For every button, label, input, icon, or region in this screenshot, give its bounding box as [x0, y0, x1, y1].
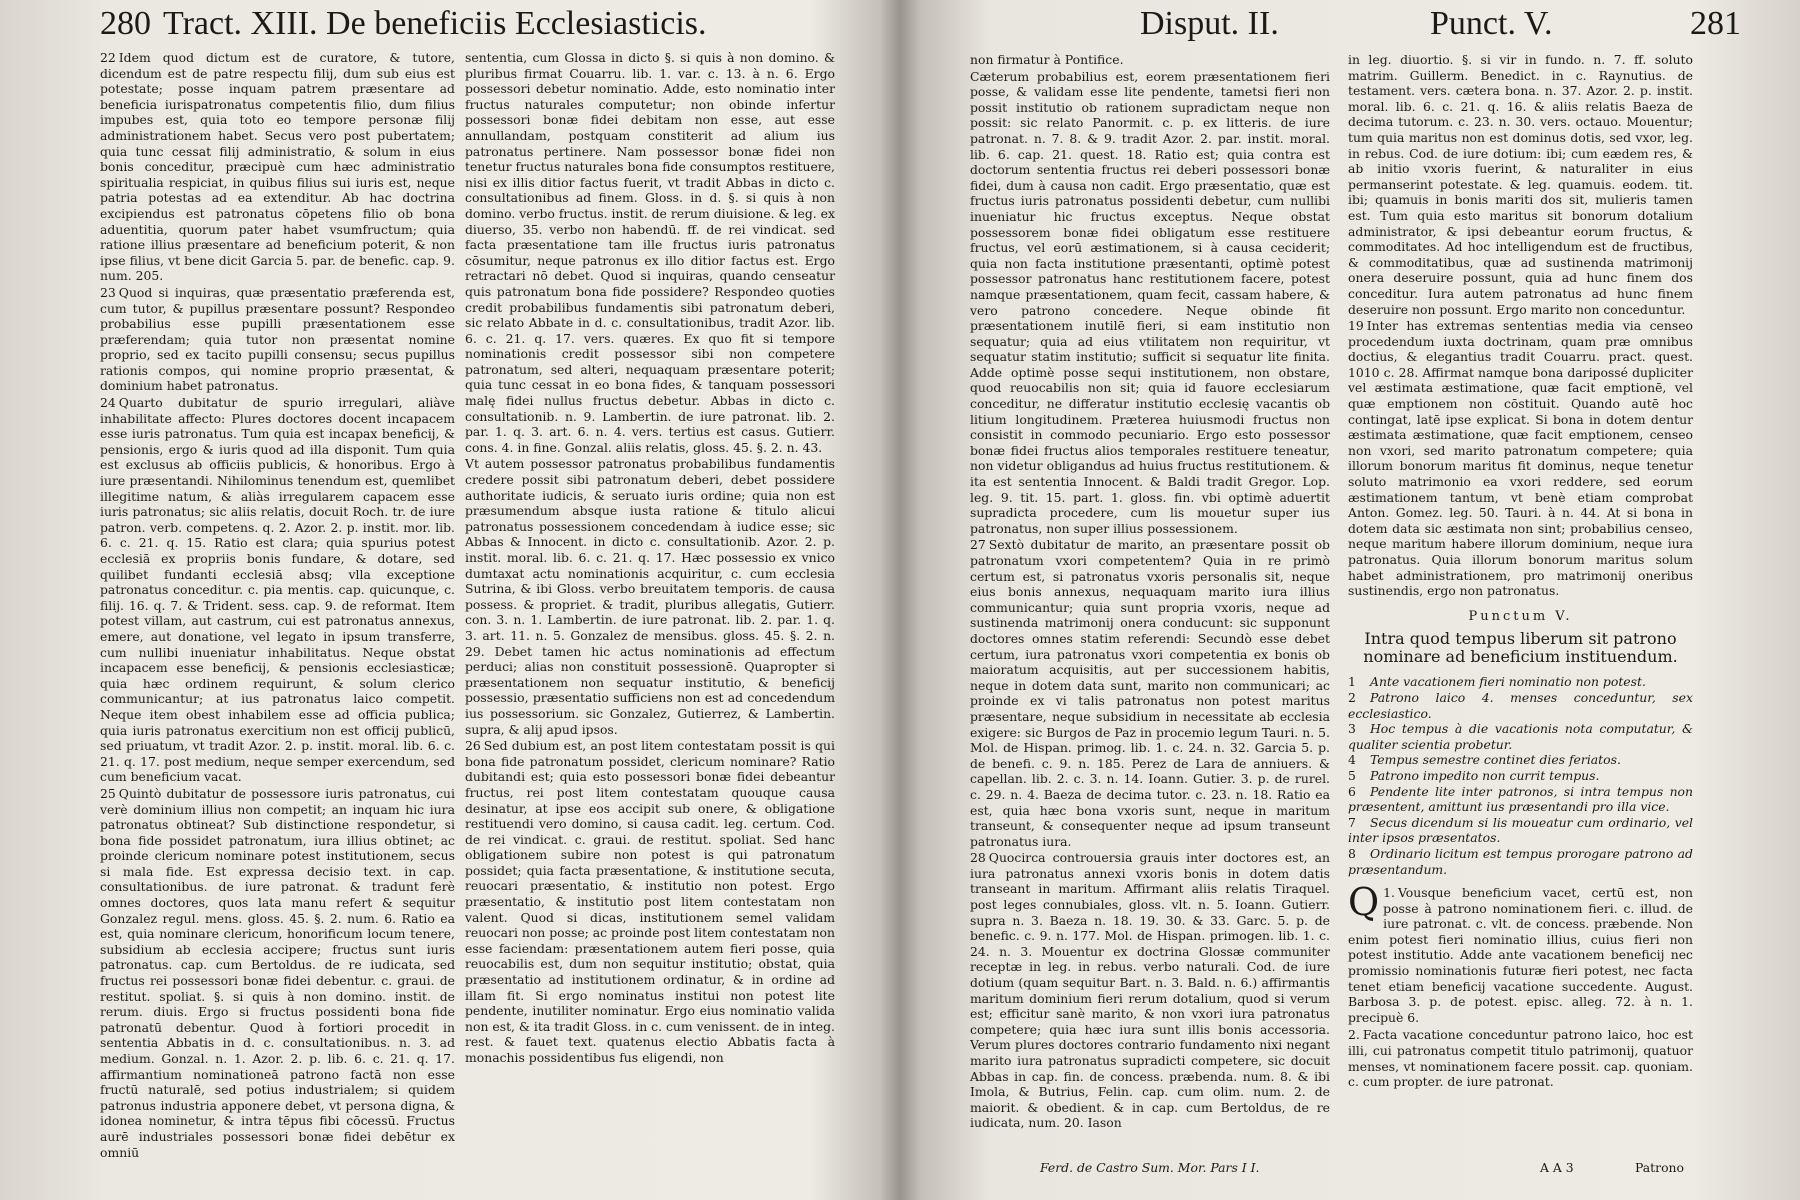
text-paragraph — [970, 537, 1330, 849]
left-running-head — [100, 4, 707, 44]
left-column-2 — [465, 50, 835, 1067]
text-paragraph — [1348, 52, 1693, 317]
paragraph-1-number: 1. — [1383, 885, 1395, 901]
paragraph-number: 23 — [100, 284, 116, 300]
punctum-title: Punctum V. — [1468, 608, 1573, 624]
paragraph-text: in leg. diuortio. §. si vir in fundo. n. 7. ff. soluto matrim. Guillerm. Benedict. in c. Raynutius. de testament. vers. cætera bona. n. 37. Azor. 2. p. instit. moral. lib. 6. c. 21. q. 16. & aliis relatis Baeza de decima tutorum. c. 23. n. 30. vers. octauo. Mouentur; tum quia maritus non est dominus dotis, sed vxor, leg. in rebus. Cod. de iure dotium: ibi; cum eædem res, & ab initio vxoris fuerint, & naturaliter in eius permanserint potestate. & leg. quamuis. eodem. tit. ibi; quamuis in bonis mariti dos sit, mulieris tamen est. Tum quia esto maritus sit bonorum dotalium administrator, & ipsi debeantur eorum fructus, & commoditates. Ad hoc intelligendum est de fructibus, & commoditatibus, quæ ad sustinenda matrimonij onera deseruire possunt, quia ad hunc finem dos conceditur. Iura autem patronatus ad hunc finem deseruire non possunt. Ergo marito non conceduntur. — [1348, 52, 1693, 317]
summary-text: Hoc tempus à die vacationis nota computatur, & qualiter scientia probetur. — [1348, 721, 1693, 752]
text-paragraph — [465, 456, 835, 737]
left-page-number: 280 — [100, 5, 151, 42]
summary-number: 1 — [1348, 674, 1356, 690]
paragraph-text: Quarto dubitatur de spurio irregulari, aliàve inhabilitate affecto: Plures doctores docent incapacem esse iuris patronatus. Tum quia est incapax beneficij, & pensionis, ergo & iuris quod ad illa disponit. Tum quia est exclusus ab officiis publicis, & honoribus. Ergo à iure præsentandi. Nihilominus tenendum est, quemlibet illegitime natum, & aliàs irregularem capacem esse iuris patronatus; sic aliis relatis, docuit Roch. tr. de iure patron. verb. competens. q. 2. Azor. 2. p. instit. mor. lib. 6. c. 21. q. 15. Ratio est clara; quia spurius potest ecclesiā ex propriis bonis fundare, & dotare, sed quilibet fundanti ecclesiā absq; vlla exceptione patronatus conceditur. c. pia mentis. cap. quicunque, c. filij. 16. q. 7. & Trident. sess. cap. 9. de reformat. Item potest villam, aut castrum, cui est patronatus annexus, emere, aut donatione, vel legato in ipsum transferre, cum nullibi inueniatur inhabilitatus. Neque obstat incapacem esse beneficij, & pensionis ecclesiasticæ; quia hæc ordinem requirunt, & solum clerico communicantur; at ius patronatus laico competit. Neque item obest inhabilem esse ad officia publica; quia iuris patronatus exercitium non est officij publicū, sed priuatum, vt tradit Azor. 2. p. instit. moral. lib. 6. c. 21. q. 17. post medium, neque semper exercendum, sed cum beneficium vacat. — [100, 395, 455, 785]
summary-item — [1348, 674, 1693, 690]
text-paragraph — [970, 69, 1330, 537]
paragraph-2 — [1348, 1027, 1693, 1089]
paragraph-number: 28 — [970, 850, 986, 866]
paragraph-2-text: Facta vacatione conceduntur patrono laico, hoc est illi, cui patronatus competit titulo patrimonij, quatuor menses, vt nominationem facere possit. cap. quoniam. c. cum propter. de iure patronat. — [1348, 1027, 1693, 1090]
right-page — [900, 0, 1800, 1200]
text-paragraph — [100, 786, 455, 1160]
paragraph-text: sententia, cum Glossa in dicto §. si quis à non domino. & pluribus firmat Couarru. lib. 1. var. c. 13. à n. 6. Ergo possessori debetur nominatio. Adde, esto nominatio inter fructus naturales computetur; non obinde infertur possessori bonæ fidei debitam non esse, aut esse annullandam, postquam constiterit ad alium ius patronatus pertinere. Nam possessor bonæ fidei non tenetur fructus naturales bona fide consumptos restituere, nisi ex illis ditior factus fuerit, vt tradit Abbas in dicto c. consultationibus ad finem. Gloss. in d. §. si quis à non domino. verbo fructus. instit. de rerum diuisione. & leg. ex diuerso, 35. verbo non habendū. ff. de rei vindicat. sed facta præsentatione tam ille fructus iuris patronatus cōsumitur, neque patronus ex illo ditior factus est. Ergo retractari nō debet. Quod si inquiras, quando censeatur quis patronatum bona fide possidere? Respondeo quoties credit probabilibus fundamentis sibi patronatum deberi, sic relato Abbate in d. c. consultationibus, tradit Azor. lib. 6. c. 21. q. 17. vers. quæres. Ex quo fit si tempore nominationis credit possessor sibi non competere patronatum, sed alteri, nequaquam præsentare poterit; quia tunc cessat in eo bona fides, & tanquam possessori malę fidei nullus fructus debetur. Abbas in dicto c. consultationib. n. 9. Lambertin. de iure patronat. lib. 2. par. 1. q. 3. art. 6. n. 4. vers. tertius est casus. Gutierr. cons. 4. in fine. Gonzal. aliis relatis, gloss. 45. §. 2. n. 43. — [465, 50, 835, 455]
paragraph-number: 22 — [100, 50, 116, 65]
summary-number: 4 — [1348, 752, 1356, 768]
summary-text: Patrono impedito non currit tempus. — [1370, 767, 1600, 783]
catchword: Patrono — [1635, 1160, 1684, 1175]
summary-number: 8 — [1348, 845, 1356, 861]
summary-text: Ante vacationem fieri nominatio non potest. — [1370, 674, 1646, 690]
right-col2-paragraphs — [1348, 52, 1693, 599]
paragraph-text: Idem quod dictum est de curatore, & tutore, dicendum est de patre respectu filij, dum sub eius est potestate; posse inquam patrem præsentare ad beneficia iurispatronatus competentis filio, dum filius impubes est, quia toto eo tempore personæ filij administrationem habet. Secus vero post pubertatem; quia tunc cessat filij administratio, & solum in eius bonis conceditur, præcipuè cum hæc administratio spiritualia respiciat, in quibus filius sui iuris est, neque patria potestas ad ea extenditur. Ab hac doctrina excipiendus est patronatus cōpetens filio ob bona aduentitia, quorum pater habet vsumfructum; quia ratione illius præsentare ad beneficium poterit, & non ipse filius, vt bene dicit Garcia 5. par. de benefic. cap. 9. num. 205. — [100, 50, 455, 284]
paragraph-number: 19 — [1348, 318, 1364, 334]
paragraph-text: Vt autem possessor patronatus probabilibus fundamentis credere possit sibi patronatum deberi, debet possidere authoritate iudicis, & seruato iuris ordine; quia non est præsumendum absque iusta ratione & titulo alicui patronatus possessionem concedendam à iudice esse; sic Abbas & Innocent. in dicto c. consultationib. Azor. 2. p. instit. moral. lib. 6. c. 21. q. 17. Hæc possessio ex vnico dumtaxat actu nominationis acquiritur, c. cum ecclesia Sutrina, & ibi Gloss. verbo breuitatem temporis. de causa possess. & propriet. & tradit, pluribus allegatis, Gutierr. con. 3. n. 1. Lambertin. de iure patronat. lib. 2. par. 1. q. 3. art. 11. n. 5. Gonzalez de mensibus. gloss. 45. §. 2. n. 29. Debet tamen hic actus nominationis ad effectum perduci; alias non constituit possessionē. Quapropter si præsentationem non sequatur institutio, & beneficij possessio, præsentatio sufficiens non est ad concedendum ius possessorium. sic Gonzalez, Gutierrez, & Lambertin. supra, & alij apud ipsos. — [465, 456, 835, 737]
summary-number: 3 — [1348, 721, 1356, 737]
paragraph-text: Quocirca controuersia grauis inter doctores est, an iura patronatus annexi vxoris bonis in dotem datis transeant in maritum. Affirmant aliis relatis Tiraquel. post leges connubiales, gloss. vlt. n. 5. Ioann. Gutierr. supra n. 3. Baeza n. 18. 19. 30. & 33. Garc. 5. p. de benefic. c. 9. n. 177. Mol. de Hispan. primogen. lib. 1. c. 24. n. 3. Mouentur ex doctrina Glossæ communiter receptæ in leg. in rebus. verbo naturali. Cod. de iure dotium (quam sequitur Bart. n. 3. Bald. n. 6.) affirmantis maritum dominium fieri rerum dotalium, quod si verum est; efficitur sanè marito, & non vxori iura patronatus competere; quia hæc iura sunt illis bonis accessoria. Verum plures doctores contrario fundamento nixi negant marito iura patronatus supradicti competere, sic docuit Abbas in cap. fin. de concess. præbenda. num. 8. & ibi Imola, & Butrius, Felin. cap. cum olim. num. 2. de maiorit. & obedient. & in cap. cum Bertoldus, de re iudicata, num. 20. Iason — [970, 850, 1330, 1131]
summary-item — [1348, 784, 1693, 815]
left-column-1 — [100, 50, 455, 1161]
summary-list — [1348, 674, 1693, 877]
right-page-number: 281 — [1690, 5, 1741, 42]
summary-number: 2 — [1348, 689, 1356, 705]
text-paragraph — [100, 395, 455, 785]
summary-number: 7 — [1348, 814, 1356, 830]
right-head-left: Disput. II. — [1140, 5, 1279, 42]
summary-item — [1348, 690, 1693, 721]
summary-item — [1348, 815, 1693, 846]
text-paragraph — [1348, 318, 1693, 599]
paragraph-1-text: Vousque beneficium vacet, certū est, non posse à patrono nominationem fieri. c. illud. de iure patronat. c. vlt. de concess. præbende. Non enim potest fieri nominatio illius, cuius fieri non potest institutio. Adde ante vacationem beneficij nec promissio nominationis futuræ fieri potest, nec facta tenet etiam beneficij vacatione succedente. August. Barbosa 3. p. de potest. episc. alleg. 72. à n. 1. precipuè 6. — [1348, 885, 1693, 1025]
punctum-subtitle: Intra quod tempus liberum sit patrono nominare ad beneficium instituendum. — [1363, 629, 1678, 667]
summary-number: 6 — [1348, 783, 1356, 799]
summary-text: Secus dicendum si lis moueatur cum ordinario, vel inter ipsos præsentatos. — [1348, 814, 1693, 846]
summary-text: Ordinario licitum est tempus prorogare patrono ad præsentandum. — [1348, 845, 1693, 877]
paragraph-text: non firmatur à Pontifice. — [970, 52, 1124, 67]
text-paragraph — [970, 850, 1330, 1131]
text-paragraph — [970, 52, 1330, 68]
summary-item — [1348, 721, 1693, 752]
right-head-right: Punct. V. — [1430, 5, 1553, 42]
paragraph-2-number: 2. — [1348, 1027, 1360, 1043]
drop-cap: Q — [1348, 880, 1380, 925]
summary-item — [1348, 752, 1693, 768]
paragraph-text: Inter has extremas sententias media via censeo procedendum iuxta doctrinam, quam præ omnibus doctius, & elegantius tradit Couarru. pract. quest. 1010 c. 28. Affirmat namque bona daripossé dupliciter vel æstimata æstimatione, quæ facit emptionē, vel quæ emptionem non cōstituit. Quando autē hoc contingat, latē ipse explicat. Si bona in dotem dentur æstimata æstimatione, quæ facit emptionem, censeo non vxori, sed marito patronatum competere; quia illorum bonorum maritus fit dominus, neque tenetur soluto matrimonio ea vxori reddere, sed eorum æstimationem tantum, vt benè etiam comprobat Anton. Gomez. leg. 50. Tauri. à n. 44. At si bona in dotem data sic æstimata non sint; probabilius censeo, neque maritum habere illorum dominium, neque iura patronatus. Quia illorum bonorum maritus solum habet administrationem, pro matrimonij oneribus sustinendis, ergo non patronatus. — [1348, 318, 1693, 599]
summary-text: Patrono laico 4. menses conceduntur, sex ecclesiastico. — [1348, 689, 1693, 721]
text-paragraph — [100, 285, 455, 394]
signature-mark: A A 3 — [1540, 1160, 1574, 1175]
paragraph-number: 26 — [465, 738, 481, 754]
paragraph-number: 25 — [100, 785, 116, 801]
summary-text: Tempus semestre continet dies feriatos. — [1370, 752, 1621, 768]
summary-item — [1348, 846, 1693, 877]
summary-item — [1348, 768, 1693, 784]
paragraph-text: Sextò dubitatur de marito, an præsentare possit ob patronatum vxori competentem? Quia in re primò certum est, si patronatus vxoris personalis sit, neque eius bonis annexus, nequaquam marito iura illius communicantur; quia sunt propria vxoris, neque ad sustinenda matrimonij onera conducunt: sic supponunt doctores omnes statim referendi: Secundò esse debet certum, iura patronatus vxori competentia ex bonis ob maioratum acquisitis, aut per successionem habitis, neque in dotem data sunt, marito non communicari; ac proinde ex vi talis patronatus non potest maritus præsentare, neque subsidium in necessitate ab ecclesia exigere: sic Burgos de Paz in procemio legum Tauri. n. 5. Mol. de Hispan. primog. lib. 1. c. 24. n. 32. Garcia 5. p. de benefi. c. 9. n. 185. Perez de Lara de anniuers. & capellan. lib. 2. c. 3. n. 14. Ioann. Gutier. 3. p. de rurel. c. 29. n. 4. Baeza de decima tutor. c. 23. n. 18. Ratio ea est, quia hæc bona vxoris sunt, neque in maritum transeunt, & consequenter neque ad ipsum transeunt patronatus iura. — [970, 537, 1330, 849]
paragraph-text: Quintò dubitatur de possessore iuris patronatus, cui verè dominium illius non competit; an inquam hic iura patronatus obtineat? Sub distinctione respondetur, si bona fide possidet patronatum, iura illius obtinet; ac proinde clericum nominare potest institutionem, secus si mala fide. Est expressa decisio text. in cap. consultationibus. de iure patronat. & tradunt ferè omnes doctores, quos lata manu refert & sequitur Gonzalez regul. mens. gloss. 45. §. 2. num. 6. Ratio ea est, quia nominare clericum, honorificum locum tenere, subsidium ab ecclesia accipere; fructus sunt iuris patronatus. cap. cum Bertoldus. de re iudicata, sed fructus rei possessori bonæ fidei debentur. c. graui. de restitut. spoliat. §. si quis à non domino. instit. de rerum. diuis. Ergo si fructus possidenti bona fide patronatū debentur. Quod à fortiori procedit in sententia Abbatis in d. c. consultationibus. n. 3. ad medium. Gonzal. n. 1. Azor. 2. p. lib. 6. c. 21. q. 17. affirmantium nominationeā patrono factā non esse fructū naturalē, sed potius industrialem; si quidem patronus industria apponere debet, vt persona digna, & idonea nominetur, & intra tēpus fibi cōcessū. Fructus aurē industriales possessori bonæ fidei debētur ex omniū — [100, 785, 455, 1160]
footer-line: Ferd. de Castro Sum. Mor. Pars I I. — [1040, 1160, 1260, 1175]
text-paragraph — [100, 50, 455, 284]
paragraph-text: Cæterum probabilius est, eorem præsentationem fieri posse, & validam esse lite pendente, tametsi fieri non possit institutio ob rationem supradictam neque non possit: sic relato Panormit. c. p. ex litteris. de iure patronat. n. 7. 8. & 9. tradit Azor. 2. par. instit. moral. lib. 6. cap. 21. quest. 18. Ratio est; quia contra est doctorum sententia fructus rei deberi possessori bonæ fidei, dum à causa non cadit. Ergo præsentatio, quæ est fructus iuris patronatus possidenti debetur, cum nullibi inueniatur hic fructus exceptus. Neque obstat possessorem bonæ fidei obligatum esse restituere fructus, vel eorū æstimationem, si à causa ceciderit; quia non facta institutione præsentanti, optimè potest possessor patronatus hanc restitutionem facere, potest namque præsentationem, quam fecit, cassam habere, & vero patrono concedere. Neque obinde fit præsentationem inutilē fieri, si eam institutio non sequatur; quia ad eius vtilitatem non requiritur, vt sequatur statim institutio; sufficit si sequatur lite finita. Adde optimè posse sequi institutionem, non obstare, quod reuocabilis non sit; quia id fauore ecclesiarum conceditur, ne differatur institutio ecclesię vacantis ob litium longitudinem. Præterea huiusmodi fructus non consistit in commodo pecuniario. Ergo esto possessor bonæ fidei fructus alios temporales restituere teneatur, non videtur obligandus ad huius fructus restitutionem. & ita est sententia Innocent. & Baldi tradit Gregor. Lop. leg. 9. tit. 15. part. 1. gloss. fin. vbi optimè aduertit supradicta procedere, cum lis mouetur super ius patronatus, non super illius possessionem. — [970, 68, 1330, 536]
right-column-1 — [970, 52, 1330, 1132]
paragraph-text: Sed dubium est, an post litem contestatam possit is qui bona fide patronatum possidet, clericum nominare? Ratio dubitandi est; quia esto possessori bonæ fidei debeantur fructus, rei post litem contestatam quouque causa desinatur, at ipse eos accipit sub onere, & obligatione restituendi vero domino, si causa cadit. leg. certum. Cod. de rei vindicat. c. graui. de restitut. spoliat. Sed hanc obligationem subire non potest is qui patronatum possidet; quia facta præsentatione, & institutione secuta, reuocari præsentatio, & institutio non potest. Ergo præsentatio, & institutio post litem contestatam non valent. Quod si dicas, institutionem semel validam reuocari non posse; ac proinde post litem contestatam non esse faciendam: præsentationem autem fieri posse, quia reuocabilis est, dum non sequitur institutio; obstat, quia præsentatio ad institutionem ordinatur, & in ordine ad illam fit. Si ergo nominatus institui non potest lite pendente, inutiliter nominatur. Ergo eius nominatio valida non est, & ita tradit Gloss. in c. cum venissent. de in integ. rest. & fauet text. quatenus electio Abbatis facta à monachis possidentibus fus eligendi, non — [465, 738, 835, 1065]
paragraph-number: 27 — [970, 537, 986, 553]
right-column-2 — [1348, 52, 1693, 1090]
summary-text: Pendente lite inter patronos, si intra tempus non præsentent, amittunt ius præsentandi pro illa vice. — [1348, 783, 1693, 815]
paragraph-number: 24 — [100, 395, 116, 411]
paragraph-text: Quod si inquiras, quæ præsentatio præferenda est, cum tutor, & pupillus præsentare possunt? Respondeo probabilius esse pupilli præsentationem esse præferendam; quia tutor non præsentat nomine proprio, sed ex tacito pupilli consensu; secus pupillus rationis compos, qui nomine proprio præsentat, & dominium habet patronatus. — [100, 284, 455, 394]
left-head-title: Tract. XIII. De beneficiis Ecclesiasticis. — [163, 5, 707, 42]
paragraph-1 — [1348, 880, 1693, 1025]
text-paragraph — [465, 738, 835, 1065]
text-paragraph — [465, 50, 835, 455]
summary-number: 5 — [1348, 767, 1356, 783]
